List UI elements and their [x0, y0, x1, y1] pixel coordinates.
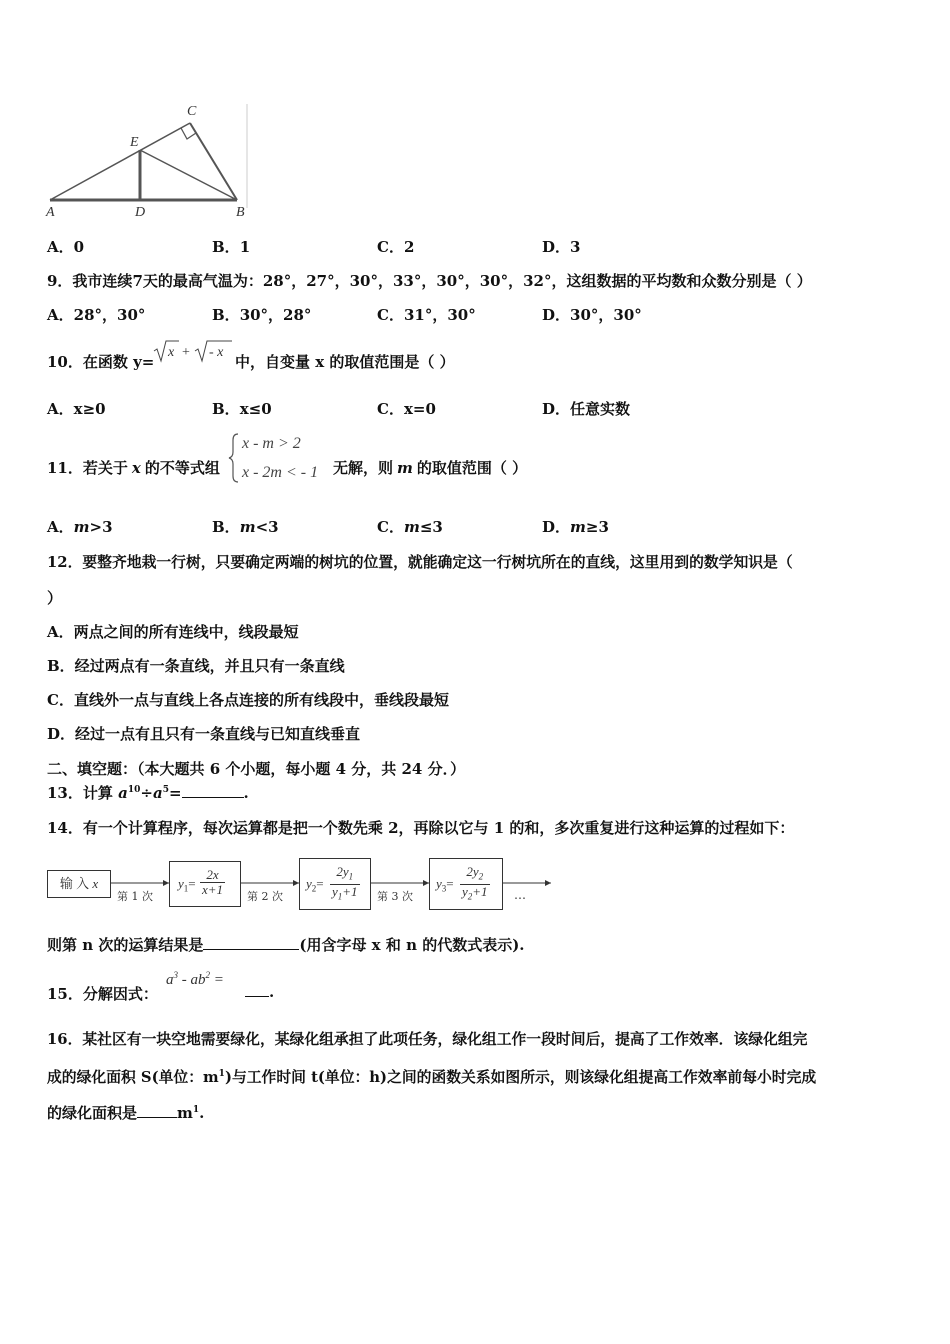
- flow-arrowhead-2: [293, 880, 299, 886]
- q9-question: 9．我市连续7天的最高气温为：28°，27°，30°，33°，30°，30°，32°，这组数据的平均数和众数分别是（ ）: [47, 272, 812, 290]
- q10-suffix: 中，自变量 x 的取值范围是（ ）: [235, 353, 455, 371]
- label-a: A: [46, 205, 55, 220]
- flow-step-2-label: 第 2 次: [247, 890, 283, 903]
- q11-option-b[interactable]: B．m<3: [212, 518, 279, 536]
- q15-prefix: 15．分解因式：: [47, 985, 158, 1003]
- side-ac: [50, 123, 190, 200]
- q10-prefix: 10．在函数 y=: [47, 353, 155, 371]
- q15-answer-blank[interactable]: [245, 996, 269, 997]
- formula-plus: +: [182, 345, 190, 360]
- q10-formula: [152, 336, 234, 366]
- q10-option-b[interactable]: B．x≤0: [212, 400, 272, 418]
- q9-option-a[interactable]: A．28°，30°: [47, 306, 146, 324]
- q11-prefix: 11．若关于 x 的不等式组: [47, 459, 220, 477]
- flow-arrowhead-1: [163, 880, 169, 886]
- q14-flow-diagram: [47, 858, 557, 914]
- formula-neg-x: - x: [209, 345, 224, 360]
- q12-option-c[interactable]: C．直线外一点与直线上各点连接的所有线段中，垂线段最短: [47, 691, 449, 709]
- flow-box-y3: $y_3=$ $\frac{2y_2}{y_2+1}$: [429, 858, 503, 910]
- q16-line3: 的绿化面积是 $m^1$.: [47, 1104, 205, 1122]
- flow-arrowhead-3: [423, 880, 429, 886]
- flow-box-y1: $y_1=$ $\frac{2x}{x+1}$: [169, 861, 241, 907]
- q9-option-c[interactable]: C．31°，30°: [377, 306, 476, 324]
- q8-option-c[interactable]: C．2: [377, 238, 415, 256]
- brace-icon: [229, 434, 238, 482]
- q16-answer-blank[interactable]: [137, 1117, 177, 1118]
- q8-option-a[interactable]: A．0: [47, 238, 85, 256]
- flow-step-3-label: 第 3 次: [377, 890, 413, 903]
- q11-option-d[interactable]: D．m≥3: [542, 518, 609, 536]
- q15-formula: $a^3 - ab^2$ =: [166, 970, 224, 988]
- q11-suffix: 无解，则 m 的取值范围（ ）: [333, 459, 528, 477]
- q8-option-b[interactable]: B．1: [212, 238, 251, 256]
- q12-question-line1: 12．要整齐地栽一行树，只要确定两端的树坑的位置，就能确定这一行树坑所在的直线，这里用到的数学知识是（: [47, 554, 793, 571]
- q12-option-a[interactable]: A．两点之间的所有连线中，线段最短: [47, 623, 299, 641]
- q9-option-d[interactable]: D．30°，30°: [542, 306, 642, 324]
- q10-option-d[interactable]: D．任意实数: [542, 400, 631, 418]
- flow-arrows: [47, 858, 557, 914]
- inequality-line-2: x - 2m < - 1: [242, 464, 319, 481]
- formula-x: x: [168, 345, 175, 360]
- q12-option-b[interactable]: B．经过两点有一条直线，并且只有一条直线: [47, 657, 345, 675]
- q16-line1: 16．某社区有一块空地需要绿化，某绿化组承担了此项任务，绿化组工作一段时间后，提高了工作效率．该绿化组完: [47, 1031, 808, 1048]
- q11-option-c[interactable]: C．m≤3: [377, 518, 443, 536]
- q14-answer-blank[interactable]: [203, 949, 299, 950]
- label-d: D: [135, 205, 146, 220]
- q12-question-line2: ）: [47, 589, 63, 607]
- q10-option-c[interactable]: C．x=0: [377, 400, 436, 418]
- label-b: B: [236, 205, 245, 220]
- flow-box-y2: $y_2=$ $\frac{2y_1}{y_1+1}$: [299, 858, 371, 910]
- triangle-figure: [40, 98, 260, 226]
- label-e: E: [130, 135, 139, 150]
- q15-answer: .: [245, 983, 274, 1001]
- flow-arrowhead-4: [545, 880, 551, 886]
- q14-question: 14．有一个计算程序，每次运算都是把一个数先乘 2，再除以它与 1 的和，多次重复进行这种运算的过程如下：: [47, 819, 795, 837]
- q12-option-d[interactable]: D．经过一点有且只有一条直线与已知直线垂直: [47, 725, 361, 743]
- label-c: C: [187, 104, 197, 119]
- flow-ellipsis: …: [514, 888, 526, 902]
- q10-option-a[interactable]: A．x≥0: [47, 400, 106, 418]
- q14-answer-line: 则第 n 次的运算结果是 (用含字母 x 和 n 的代数式表示).: [47, 936, 525, 954]
- q13-answer-blank[interactable]: [182, 797, 244, 798]
- q9-option-b[interactable]: B．30°，28°: [212, 306, 312, 324]
- q11-inequality-system: [228, 430, 333, 486]
- flow-step-1-label: 第 1 次: [117, 890, 153, 903]
- section-heading-fill-in: 二、填空题：（本大题共 6 个小题，每小题 4 分，共 24 分．）: [47, 760, 466, 778]
- q16-line2: 成的绿化面积 S(单位：$m^1$)与工作时间 t(单位：h)之间的函数关系如图所示，则该绿化组提高工作效率前每小时完成: [47, 1069, 817, 1086]
- q8-option-d[interactable]: D．3: [542, 238, 581, 256]
- q11-option-a[interactable]: A．m>3: [47, 518, 113, 536]
- q13-question: 13．计算 $a^{10}\div a^5=$ .: [47, 784, 249, 802]
- flow-input-box: 输 入 x: [47, 870, 111, 898]
- inequality-line-1: x - m > 2: [242, 435, 301, 452]
- sqrt-sign-1: [154, 341, 179, 361]
